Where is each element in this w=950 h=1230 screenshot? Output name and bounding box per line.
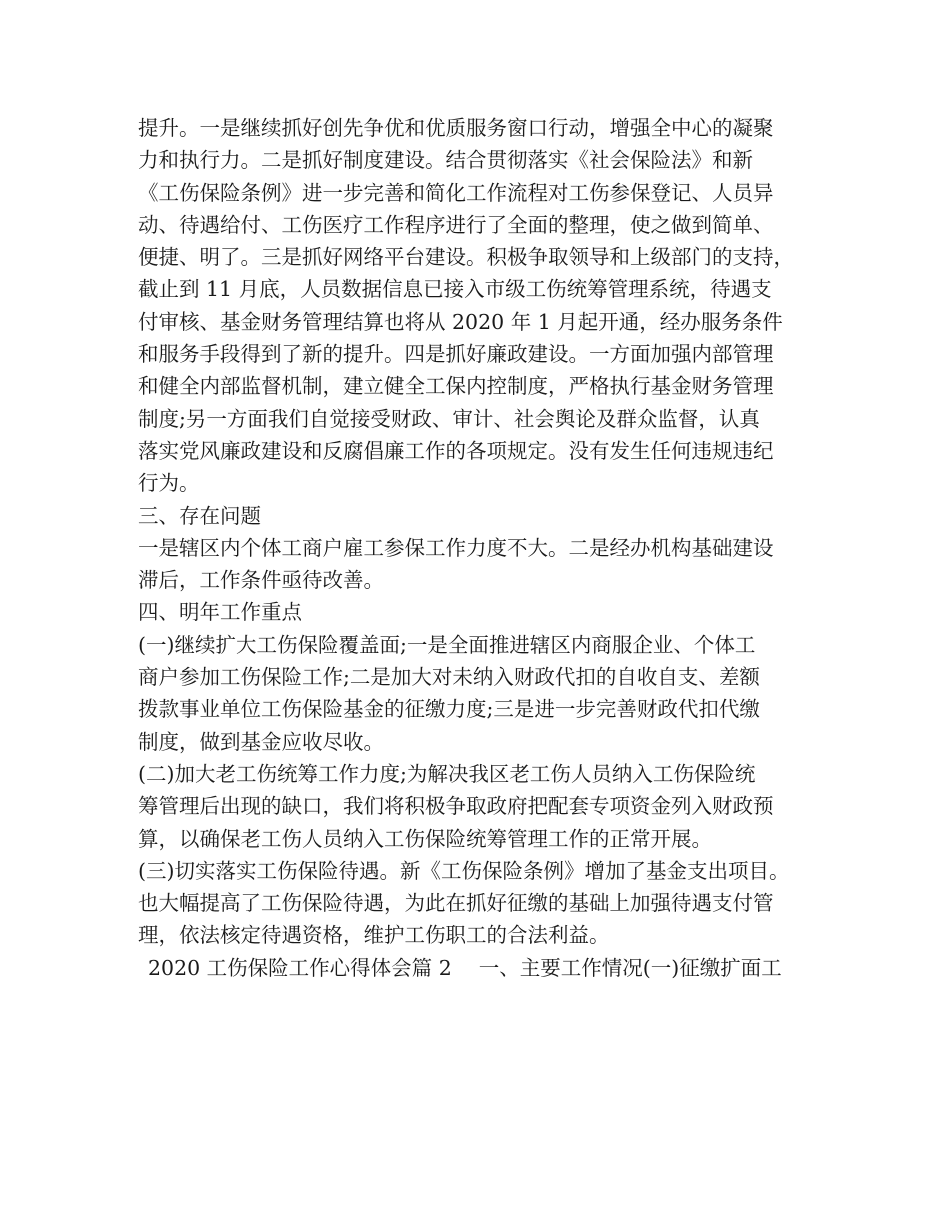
text-line-12: 行为。 bbox=[138, 471, 200, 496]
section-heading-problems: 三、存在问题 bbox=[138, 503, 261, 528]
text-line-6: 截止到 11 月底，人员数据信息已接入市级工伤统筹管理系统，待遇支 bbox=[138, 277, 772, 302]
text-line-18: 商户参加工伤保险工作;二是加大对未纳入财政代扣的自收自支、差额 bbox=[138, 665, 760, 690]
text-line-23: 算，以确保老工伤人员纳入工伤保险统筹管理工作的正常开展。 bbox=[138, 826, 712, 851]
text-line-15: 滞后，工作条件亟待改善。 bbox=[138, 568, 384, 593]
text-line-21: (二)加大老工伤统筹工作力度;为解决我区老工伤人员纳入工伤保险统 bbox=[138, 761, 756, 786]
text-line-1: 提升。一是继续抓好创先争优和优质服务窗口行动，增强全中心的凝聚 bbox=[138, 116, 774, 140]
text-line-27: 2020 工伤保险工作心得体会篇 2 一、主要工作情况(一)征缴扩面工 bbox=[148, 955, 782, 980]
text-line-8: 和服务手段得到了新的提升。四是抓好廉政建设。一方面加强内部管理 bbox=[138, 342, 774, 367]
text-line-14: 一是辖区内个体工商户雇工参保工作力度不大。二是经办机构基础建设 bbox=[138, 535, 774, 560]
text-line-4: 动、待遇给付、工伤医疗工作程序进行了全面的整理，使之做到简单、 bbox=[138, 212, 774, 237]
text-line-2: 力和执行力。二是抓好制度建设。结合贯彻落实《社会保险法》和新 bbox=[138, 148, 753, 173]
text-line-17: (一)继续扩大工伤保险覆盖面;一是全面推进辖区内商服企业、个体工 bbox=[138, 632, 756, 657]
text-line-19: 拨款事业单位工伤保险基金的征缴力度;三是进一步完善财政代扣代缴 bbox=[138, 697, 760, 722]
text-line-25: 也大幅提高了工伤保险待遇，为此在抓好征缴的基础上加强待遇支付管 bbox=[138, 891, 774, 916]
text-line-7: 付审核、基金财务管理结算也将从 2020 年 1 月起开通，经办服务条件 bbox=[138, 309, 783, 334]
text-line-5: 便捷、明了。三是抓好网络平台建设。积极争取领导和上级部门的支持， bbox=[138, 245, 794, 270]
text-line-11: 落实党风廉政建设和反腐倡廉工作的各项规定。没有发生任何违规违纪 bbox=[138, 438, 774, 463]
text-line-22: 筹管理后出现的缺口，我们将积极争取政府把配套专项资金列入财政预 bbox=[138, 794, 774, 819]
text-line-26: 理，依法核定待遇资格，维护工伤职工的合法利益。 bbox=[138, 923, 610, 948]
document-body bbox=[138, 112, 838, 984]
text-line-10: 制度;另一方面我们自觉接受财政、审计、社会舆论及群众监督，认真 bbox=[138, 406, 760, 431]
text-line-9: 和健全内部监督机制，建立健全工保内控制度，严格执行基金财务管理 bbox=[138, 374, 774, 399]
text-line-3: 《工伤保险条例》进一步完善和简化工作流程对工伤参保登记、人员异 bbox=[138, 180, 774, 205]
text-line-20: 制度，做到基金应收尽收。 bbox=[138, 729, 384, 754]
text-line-24: (三)切实落实工伤保险待遇。新《工伤保险条例》增加了基金支出项目。 bbox=[138, 858, 790, 883]
section-heading-next-year: 四、明年工作重点 bbox=[138, 600, 302, 625]
